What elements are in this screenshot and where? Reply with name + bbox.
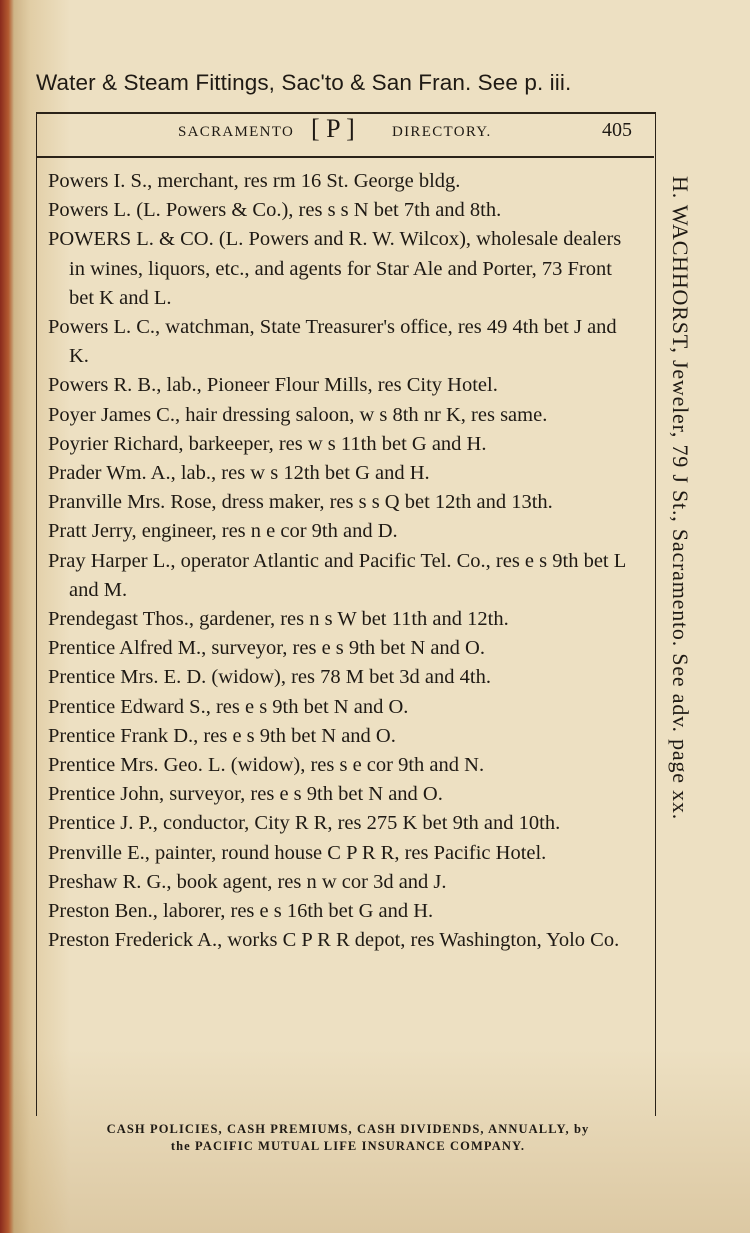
directory-entry: Preston Ben., laborer, res e s 16th bet G and H.: [48, 900, 434, 923]
directory-entry: Prader Wm. A., lab., res w s 12th bet G and H.: [48, 462, 430, 485]
directory-entry: Poyer James C., hair dressing saloon, w s 8th nr K, res same.: [48, 403, 548, 426]
directory-entry: Poyrier Richard, barkeeper, res w s 11th bet G and H.: [48, 432, 487, 455]
directory-entry: POWERS L. & CO. (L. Powers and R. W. Wilcox), wholesale dealers in wines, liquors, etc., and agents for Star Ale and Porter, 73 Front bet K and L.: [48, 228, 622, 309]
directory-entry: Powers I. S., merchant, res rm 16 St. George bldg.: [48, 170, 461, 192]
page-number: 405: [602, 119, 632, 141]
running-head-advertisement: Water & Steam Fittings, Sac'to & San Fran. See p. iii.: [36, 70, 572, 95]
directory-entry: Preston Frederick A., works C P R R depot, res Washington, Yolo Co.: [48, 929, 620, 952]
header-letter: [ P ]: [311, 114, 355, 143]
footer-line-2: the PACIFIC MUTUAL LIFE INSURANCE COMPANY.: [170, 1139, 526, 1153]
footer-advertisement: [48, 1121, 648, 1155]
directory-entry: Prentice Mrs. Geo. L. (widow), res s e cor 9th and N.: [48, 754, 485, 777]
directory-entry: Pray Harper L., operator Atlantic and Pacific Tel. Co., res e s 9th bet L and M.: [48, 549, 626, 601]
side-advertisement: H. WACHHORST, Jeweler, 79 J St., Sacramento. See adv. page xx.: [668, 176, 693, 821]
directory-entry: Prentice Alfred M., surveyor, res e s 9th bet N and O.: [48, 637, 485, 660]
directory-entries: [48, 167, 638, 955]
directory-entry: Pratt Jerry, engineer, res n e cor 9th and D.: [48, 520, 398, 543]
directory-entry: Prenville E., painter, round house C P R R, res Pacific Hotel.: [48, 841, 547, 864]
directory-entry: Pranville Mrs. Rose, dress maker, res s s Q bet 12th and 13th.: [48, 491, 553, 514]
directory-entry: Powers L. C., watchman, State Treasurer's office, res 49 4th bet J and K.: [48, 316, 617, 368]
directory-entry: Prentice J. P., conductor, City R R, res 275 K bet 9th and 10th.: [48, 812, 561, 835]
directory-entry: Preshaw R. G., book agent, res n w cor 3d and J.: [48, 870, 447, 893]
directory-header: [36, 114, 654, 158]
directory-entry: Prentice Edward S., res e s 9th bet N and O.: [48, 695, 409, 718]
directory-entry: Powers L. (L. Powers & Co.), res s s N bet 7th and 8th.: [48, 199, 502, 222]
header-city: SACRAMENTO: [178, 124, 295, 140]
directory-entry: Prentice Mrs. E. D. (widow), res 78 M bet 3d and 4th.: [48, 666, 491, 689]
directory-entry: Prendegast Thos., gardener, res n s W bet 11th and 12th.: [48, 608, 509, 631]
directory-entry: Powers R. B., lab., Pioneer Flour Mills, res City Hotel.: [48, 374, 498, 397]
footer-line-1: CASH POLICIES, CASH PREMIUMS, CASH DIVIDENDS, ANNUALLY, by: [106, 1122, 590, 1136]
directory-entry: Prentice Frank D., res e s 9th bet N and O.: [48, 724, 396, 747]
directory-entry: Prentice John, surveyor, res e s 9th bet N and O.: [48, 783, 443, 806]
book-spine-edge: [0, 0, 14, 1233]
header-directory: DIRECTORY.: [392, 124, 492, 140]
